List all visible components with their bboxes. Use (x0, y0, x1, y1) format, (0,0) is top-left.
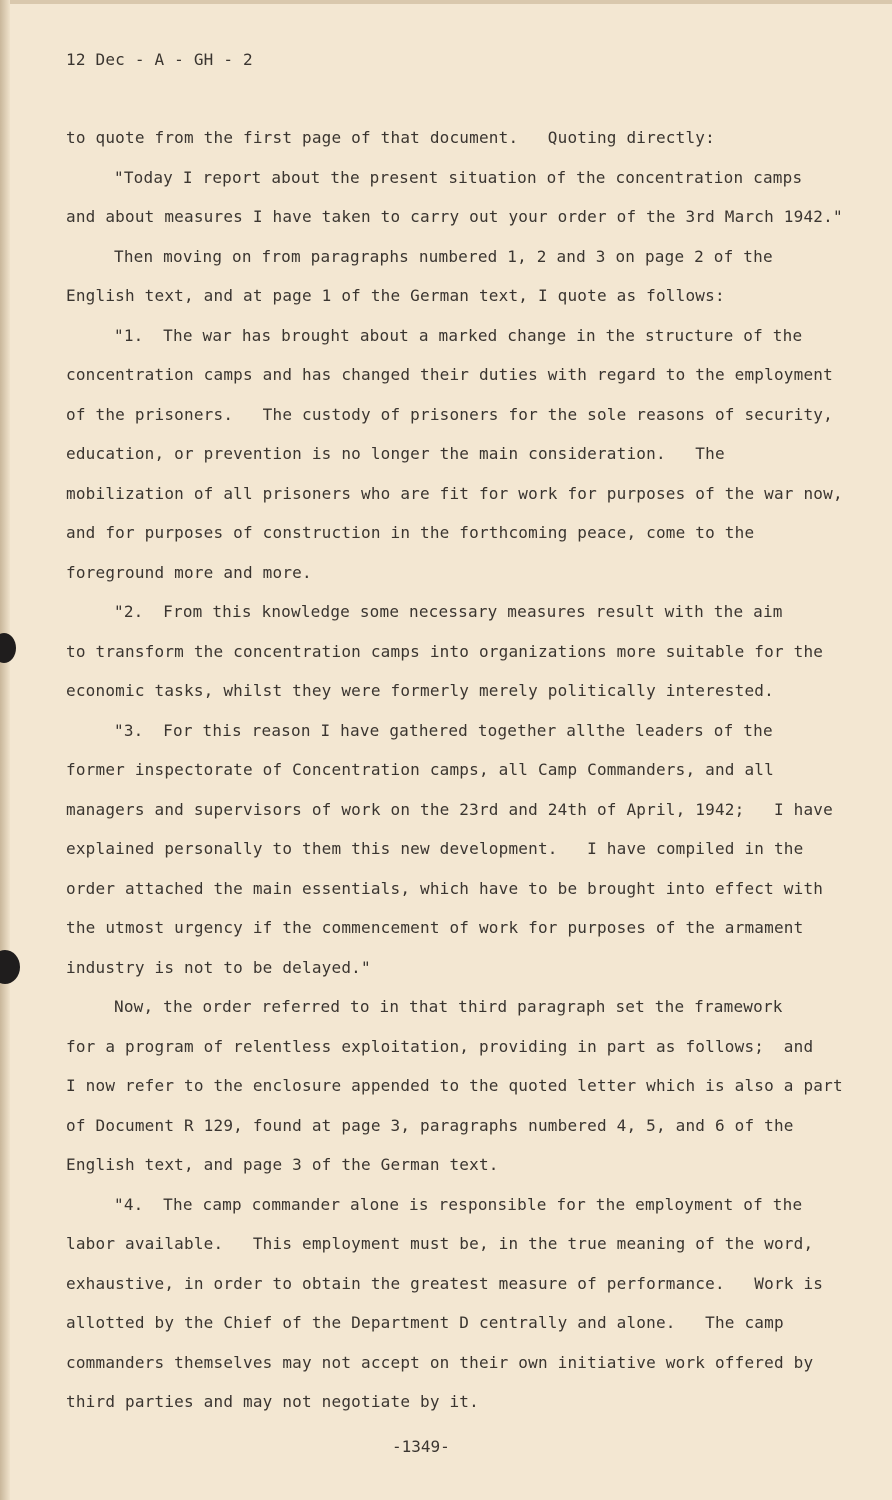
text-line: "3. For this reason I have gathered together allthe leaders of the (114, 721, 773, 740)
page-number: -1349- (392, 1437, 450, 1456)
text-line: "2. From this knowledge some necessary measures result with the aim (114, 602, 783, 621)
text-line: education, or prevention is no longer the main consideration. The (66, 444, 725, 463)
binder-hole-upper (0, 633, 16, 663)
text-line: Then moving on from paragraphs numbered 1, 2 and 3 on page 2 of the (114, 247, 773, 266)
text-line: "Today I report about the present situation of the concentration camps (114, 168, 803, 187)
text-line: of the prisoners. The custody of prisoners for the sole reasons of security, (66, 405, 833, 424)
text-line: and for purposes of construction in the forthcoming peace, come to the (66, 523, 755, 542)
text-line: former inspectorate of Concentration camps, all Camp Commanders, and all (66, 760, 774, 779)
page-left-edge (0, 0, 10, 1500)
text-line: third parties and may not negotiate by it. (66, 1392, 479, 1411)
text-line: to transform the concentration camps into organizations more suitable for the (66, 642, 824, 661)
text-line: the utmost urgency if the commencement of work for purposes of the armament (66, 918, 804, 937)
text-line: foreground more and more. (66, 563, 312, 582)
text-line: mobilization of all prisoners who are fit for work for purposes of the war now, (66, 484, 843, 503)
binder-hole-lower (0, 950, 20, 984)
text-line: of Document R 129, found at page 3, paragraphs numbered 4, 5, and 6 of the (66, 1116, 794, 1135)
text-line: allotted by the Chief of the Department D centrally and alone. The camp (66, 1313, 784, 1332)
text-line: and about measures I have taken to carry out your order of the 3rd March 1942." (66, 207, 843, 226)
text-line: concentration camps and has changed their duties with regard to the employment (66, 365, 833, 384)
text-line: "1. The war has brought about a marked change in the structure of the (114, 326, 803, 345)
text-line: "4. The camp commander alone is responsible for the employment of the (114, 1195, 803, 1214)
text-line: for a program of relentless exploitation, providing in part as follows; and (66, 1037, 814, 1056)
text-line: order attached the main essentials, which have to be brought into effect with (66, 879, 824, 898)
text-line: Now, the order referred to in that third paragraph set the framework (114, 997, 783, 1016)
page-header: 12 Dec - A - GH - 2 (66, 50, 253, 69)
text-line: to quote from the first page of that document. Quoting directly: (66, 128, 715, 147)
text-line: English text, and at page 1 of the German text, I quote as follows: (66, 286, 725, 305)
page-top-edge (0, 0, 892, 4)
text-line: labor available. This employment must be, in the true meaning of the word, (66, 1234, 814, 1253)
text-line: commanders themselves may not accept on their own initiative work offered by (66, 1353, 814, 1372)
text-line: explained personally to them this new development. I have compiled in the (66, 839, 804, 858)
text-line: industry is not to be delayed." (66, 958, 371, 977)
text-line: economic tasks, whilst they were formerly merely politically interested. (66, 681, 774, 700)
text-line: English text, and page 3 of the German text. (66, 1155, 499, 1174)
text-line: exhaustive, in order to obtain the greatest measure of performance. Work is (66, 1274, 824, 1293)
text-line: managers and supervisors of work on the 23rd and 24th of April, 1942; I have (66, 800, 833, 819)
text-line: I now refer to the enclosure appended to the quoted letter which is also a part (66, 1076, 843, 1095)
